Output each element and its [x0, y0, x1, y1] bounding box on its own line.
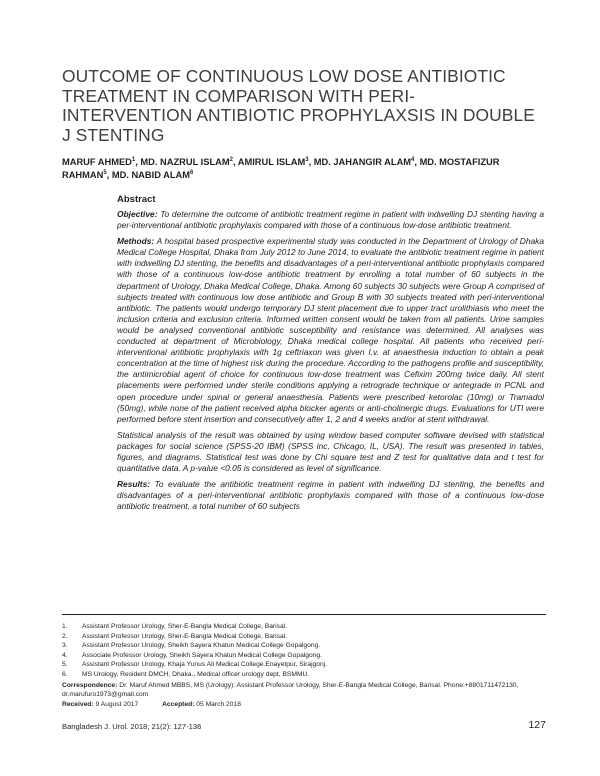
author-affiliation-number: 3 — [305, 156, 309, 163]
footnote-number: 3. — [62, 642, 68, 650]
received-label: Received: — [62, 700, 94, 708]
footnote-text: Associate Professor Urology, Sheikh Sayera Khatun Medical College Gopalgong. — [82, 651, 323, 659]
footnote-text: MS Urology, Resident DMCH, Dhaka., Medical officer urology dept, BSMMU. — [82, 670, 310, 678]
footnote-item — [62, 632, 546, 642]
author-affiliation-number: 4 — [411, 156, 415, 163]
page-number: 127 — [528, 719, 546, 731]
footnote-text: Assistant Professor Urology, Sher-E-Bangla Medical College, Barisal. — [82, 623, 288, 630]
journal-citation: Bangladesh J. Urol. 2018; 21(2): 127-136 — [62, 722, 202, 731]
author-name: MD. JAHANGIR ALAM — [313, 157, 412, 167]
footnote-divider — [62, 614, 546, 615]
author-name: AMIRUL ISLAM — [237, 157, 306, 167]
article-title: OUTCOME OF CONTINUOUS LOW DOSE ANTIBIOTIC TREATMENT IN COMPARISON WITH PERI-INTERVENTION ANTIBIOTIC PROPHYLAXSIS IN DOUBLE J STENTING — [62, 66, 535, 145]
correspondence-text: Dr. Maruf Ahmed MBBS, MS (Urology): Assistant Professor Urology, Sher-E-Bangla Medical College, Barisal. Phone:+8801711472130, dr.marufuro1973@gmail.com — [62, 682, 519, 699]
correspondence-label: Correspondence: — [62, 682, 118, 689]
affiliation-footnotes — [62, 622, 546, 680]
accepted-label: Accepted: — [162, 700, 195, 708]
footnote-number: 6. — [62, 670, 68, 678]
results-paragraph — [117, 479, 544, 512]
objective-paragraph — [117, 209, 544, 231]
footnote-number: 4. — [62, 651, 68, 659]
author-affiliation-number: 2 — [229, 156, 233, 163]
methods-paragraph — [117, 236, 544, 425]
abstract-heading: Abstract — [117, 194, 156, 205]
author-separator: , — [232, 157, 238, 167]
dates-line — [62, 700, 546, 709]
footnote-item — [62, 670, 546, 680]
author-separator: , — [135, 157, 141, 167]
footnote-item — [62, 641, 546, 651]
accepted-date: 05 March 2018 — [196, 700, 241, 708]
author-separator: , — [308, 157, 314, 167]
results-label: Results: — [117, 479, 151, 490]
correspondence-line — [62, 681, 546, 700]
footnote-number: 2. — [62, 632, 68, 640]
footnote-number: 5. — [62, 661, 68, 669]
footnote-item — [62, 660, 546, 670]
author-separator: , — [106, 170, 112, 181]
footnote-number: 1. — [62, 623, 68, 630]
author-name: MD. NAZRUL ISLAM — [140, 157, 230, 167]
statistics-paragraph — [117, 430, 544, 474]
author-list — [62, 156, 546, 182]
methods-label: Methods: — [117, 236, 155, 247]
author-name: MD. MOSTAFIZUR RAHMAN — [62, 157, 500, 181]
footnote-text: Assistant Professor Urology, Sheikh Sayera Khatun Medical College Gopalgong. — [82, 642, 321, 650]
objective-label: Objective: — [117, 209, 158, 219]
author-name: MD. NABID ALAM — [111, 170, 190, 181]
author-separator: , — [414, 157, 420, 167]
correspondence-block — [62, 681, 546, 709]
footnote-text: Assistant Professor Urology, Sher-E-Bangla Medical College, Barisal. — [82, 632, 288, 640]
abstract-body — [117, 209, 544, 517]
objective-text: To determine the outcome of antibiotic treatment regime in patient with indwelling DJ stenting having a per-interventional antibiotic prophylaxis compared with those of a continuous low-dose antibiotic treatment. — [117, 209, 544, 231]
author-affiliation-number: 5 — [103, 170, 107, 177]
footnote-item — [62, 651, 546, 661]
footnote-item — [62, 622, 546, 632]
statistics-text: Statistical analysis of the result was obtained by using window based computer software devised with statistical packages for social science (SPSS-20 IBM) (SPSS inc, Chicago, IL, USA). The result was presented in tables, figures, and diagrams. Statistical test was done by Chi square test and Z test for qualitative data and t test for quantitative data. A p-value <0.05 is considered as level of significance. — [117, 429, 544, 474]
methods-text: A hospital based prospective experimental study was conducted in the Department of Urology of Dhaka Medical College Hospital, Dhaka from July 2012 to June 2014, to evaluate the antibiotic treatment regime in patient with indwelling DJ stenting, the benefits and disadvantages of a peri-interventional antibiotic prophylaxis compared with those of a continuous low-dose antibiotic treatment by enrolling a total number of 60 subjects in the department of Urology, Dhaka Medical College, Dhaka. Among 60 subjects 30 subjects were Group A comprised of subjects treated with continuous low dose antibiotic and Group B with 30 subjects treated with peri-interventional antibiotic. The patients would undergo temporary DJ stent placement due to upper tract urolithiasis who meet the inclusion criteria and exclusion criteria. Informed written consent would be taken from all patients. Urine samples would be analysed conventional antibiotic susceptibility and resistance was determined. All analyses was conducted at department of Microbiology, Dhaka medical college hospital. All patients who received peri-interventional antibiotic prophylaxis with 1g ceftriaxon was given I.v. at anaesthesia induction to obtain a peak concentration at the time of highest risk during the procedure. According to the pathogens profile and susceptibility, the antimicrobial agent of choice for continuous low-dose treatment was Cefixim 200mg twice daily. All stent placements were performed under sterile conditions applying a retrograde technique or antegrade in PCNL and open procedure under spinal or general anaesthesia. Patients were prescribed ketorolac (10mg) or Tramadol (50mg), while none of the patient received alpha blocker agents or anti-cholinergic drugs. Evaluations for UTI were performed before stent insertion and consecutively after 1, 2 and 4 weeks and/or at stent withdrawal. — [117, 236, 545, 424]
results-text: To evaluate the antibiotic treatment regime in patient with indwelling DJ stenting, the benefits and disadvantages of a peri-interventional antibiotic prophylaxis compared with those of a continuous low-dose antibiotic treatment, a total number of 60 subjects — [117, 479, 544, 512]
author-affiliation-number: 1 — [131, 156, 136, 163]
author-affiliation-number: 6 — [190, 170, 194, 177]
received-date: 9 August 2017 — [95, 700, 139, 708]
footnote-text: Assistant Professor Urology, Khaja Yunus Ali Medical College.Enayetpur, Sirajgonj. — [82, 661, 328, 669]
author-name: MARUF AHMED — [62, 157, 132, 167]
